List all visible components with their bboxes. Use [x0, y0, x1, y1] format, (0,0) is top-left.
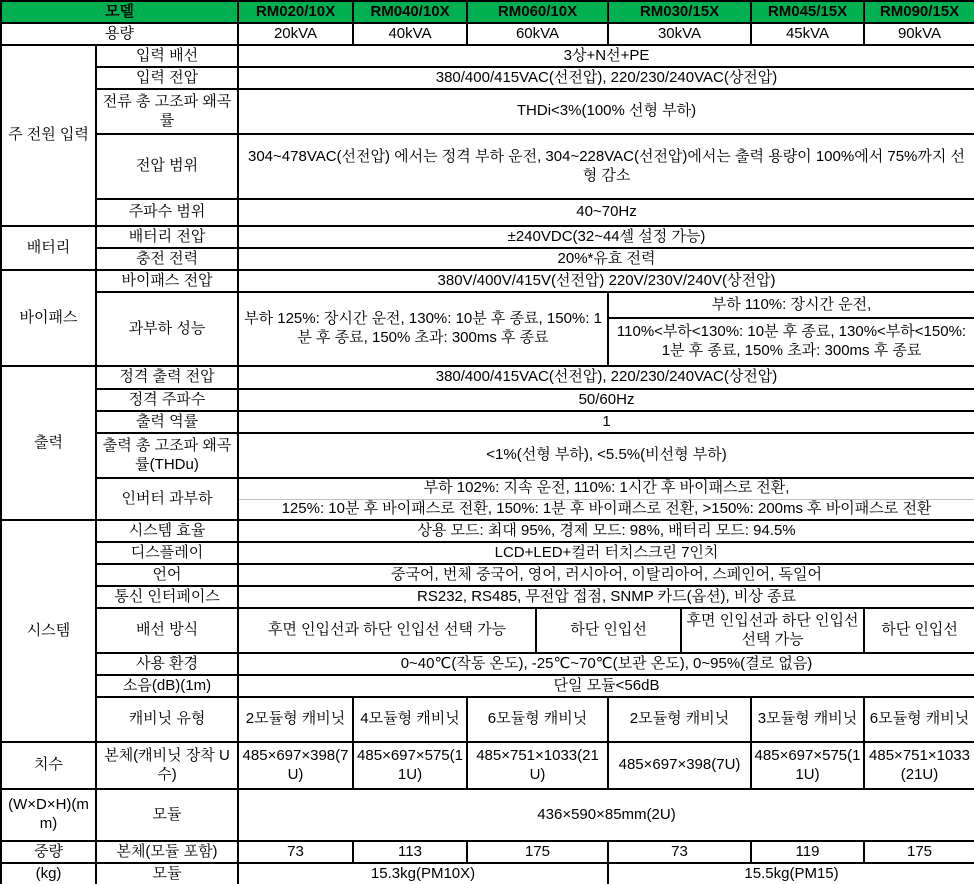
row-label: 출력 총 고조파 왜곡률(THDu) [96, 433, 238, 478]
efficiency-row [1, 520, 974, 542]
capacity-label: 용량 [1, 23, 238, 45]
capacity-value: 20kVA [238, 23, 353, 45]
dimension-cell: 485×751×1033(21U) [467, 742, 608, 789]
cabinet-cell: 6모듈형 캐비닛 [864, 697, 974, 742]
cabinet-row [1, 697, 974, 742]
wiring-cell: 후면 인입선과 하단 인입선 선택 가능 [681, 608, 864, 653]
row-label: 시스템 효율 [96, 520, 238, 542]
row-label: 모듈 [96, 789, 238, 841]
wiring-cell: 하단 인입선 [864, 608, 974, 653]
row-label: 배선 방식 [96, 608, 238, 653]
row-label: 소음(dB)(1m) [96, 675, 238, 697]
bypass-overload-row [1, 292, 974, 318]
rated-freq-row [1, 389, 974, 411]
row-value: 380/400/415VAC(선전압), 220/230/240VAC(상전압) [238, 366, 974, 389]
row-value: 중국어, 번체 중국어, 영어, 러시아어, 이탈리아어, 스페인어, 독일어 [238, 564, 974, 586]
capacity-value: 40kVA [353, 23, 467, 45]
model-header-label: 모델 [1, 1, 238, 23]
row-label: 언어 [96, 564, 238, 586]
section-label-weight: 중량 [1, 841, 96, 863]
row-value: 단일 모듈<56dB [238, 675, 974, 697]
row-label: 디스플레이 [96, 542, 238, 564]
model-header-row [1, 1, 974, 23]
section-label-weight-unit: (kg) [1, 863, 96, 884]
input-wiring-row [1, 45, 974, 67]
row-value: 40~70Hz [238, 199, 974, 226]
row-label: 주파수 범위 [96, 199, 238, 226]
row-label: 충전 전력 [96, 248, 238, 270]
row-label: 인버터 과부하 [96, 478, 238, 520]
wiring-cell: 후면 인입선과 하단 인입선 선택 가능 [238, 608, 536, 653]
capacity-row [1, 23, 974, 45]
row-value: LCD+LED+컬러 터치스크린 7인치 [238, 542, 974, 564]
row-value: 380V/400V/415V(선전압) 220V/230V/240V(상전압) [238, 270, 974, 292]
row-label: 전류 총 고조파 왜곡률 [96, 89, 238, 134]
section-label-dimensions-unit: (W×D×H)(mm) [1, 789, 96, 841]
inverter-overload-line2: 125%: 10분 후 바이패스로 전환, 150%: 1분 후 바이패스로 전환, >150%: 200ms 후 바이패스로 전환 [238, 499, 974, 520]
thdu-row [1, 433, 974, 478]
weight-cell: 73 [238, 841, 353, 863]
row-label: 입력 배선 [96, 45, 238, 67]
dimensions-body-row [1, 742, 974, 789]
row-value: 1 [238, 411, 974, 433]
row-label: 모듈 [96, 863, 238, 884]
weight-module-pm15: 15.5kg(PM15) [608, 863, 974, 884]
model-header-rm020: RM020/10X [238, 1, 353, 23]
dimension-cell: 485×697×575(11U) [751, 742, 864, 789]
row-label: 정격 주파수 [96, 389, 238, 411]
row-label: 통신 인터페이스 [96, 586, 238, 608]
row-value: <1%(선형 부하), <5.5%(비선형 부하) [238, 433, 974, 478]
voltage-range-row [1, 134, 974, 199]
weight-cell: 175 [864, 841, 974, 863]
row-label: 배터리 전압 [96, 226, 238, 248]
input-voltage-row [1, 67, 974, 89]
dimension-cell: 485×697×398(7U) [608, 742, 751, 789]
row-label: 정격 출력 전압 [96, 366, 238, 389]
cabinet-cell: 2모듈형 캐비닛 [238, 697, 353, 742]
cabinet-cell: 2모듈형 캐비닛 [608, 697, 751, 742]
wiring-cell: 하단 인입선 [536, 608, 681, 653]
weight-cell: 175 [467, 841, 608, 863]
dimension-cell: 485×697×575(11U) [353, 742, 467, 789]
section-label-battery: 배터리 [1, 226, 96, 270]
capacity-value: 60kVA [467, 23, 608, 45]
weight-cell: 113 [353, 841, 467, 863]
weight-cell: 73 [608, 841, 751, 863]
freq-range-row [1, 199, 974, 226]
section-label-dimensions: 치수 [1, 742, 96, 789]
row-label: 사용 환경 [96, 653, 238, 675]
noise-row [1, 675, 974, 697]
row-value: 304~478VAC(선전압) 에서는 정격 부하 운전, 304~228VAC(선전압)에서는 출력 용량이 100%에서 75%까지 선형 감소 [238, 134, 974, 199]
row-value: RS232, RS485, 무전압 접점, SNMP 카드(옵션), 비상 종료 [238, 586, 974, 608]
overload-right-top-cell: 부하 110%: 장시간 운전, [608, 292, 974, 318]
overload-left-cell: 부하 125%: 장시간 운전, 130%: 10분 후 종료, 150%: 1분 후 종료, 150% 초과: 300ms 후 종료 [238, 292, 608, 366]
bypass-voltage-row [1, 270, 974, 292]
row-label: 출력 역률 [96, 411, 238, 433]
section-label-bypass: 바이패스 [1, 270, 96, 366]
row-label: 입력 전압 [96, 67, 238, 89]
row-label: 과부하 성능 [96, 292, 238, 366]
model-header-rm060: RM060/10X [467, 1, 608, 23]
row-label: 본체(모듈 포함) [96, 841, 238, 863]
thdi-row [1, 89, 974, 134]
model-header-rm030: RM030/15X [608, 1, 751, 23]
section-label-system: 시스템 [1, 520, 96, 742]
weight-cell: 119 [751, 841, 864, 863]
row-value: ±240VDC(32~44셀 설정 가능) [238, 226, 974, 248]
capacity-value: 30kVA [608, 23, 751, 45]
weight-body-row [1, 841, 974, 863]
row-value: 상용 모드: 최대 95%, 경제 모드: 98%, 배터리 모드: 94.5% [238, 520, 974, 542]
weight-module-row [1, 863, 974, 884]
row-label: 본체(캐비닛 장착 U수) [96, 742, 238, 789]
environment-row [1, 653, 974, 675]
display-row [1, 542, 974, 564]
cabinet-cell: 3모듈형 캐비닛 [751, 697, 864, 742]
row-label: 전압 범위 [96, 134, 238, 199]
row-label: 바이패스 전압 [96, 270, 238, 292]
row-value: 50/60Hz [238, 389, 974, 411]
power-factor-row [1, 411, 974, 433]
battery-voltage-row [1, 226, 974, 248]
cabinet-cell: 6모듈형 캐비닛 [467, 697, 608, 742]
row-value: 3상+N선+PE [238, 45, 974, 67]
cabinet-cell: 4모듈형 캐비닛 [353, 697, 467, 742]
language-row [1, 564, 974, 586]
weight-module-pm10x: 15.3kg(PM10X) [238, 863, 608, 884]
capacity-value: 90kVA [864, 23, 974, 45]
dimension-cell: 485×751×1033(21U) [864, 742, 974, 789]
section-label-main-input: 주 전원 입력 [1, 45, 96, 226]
model-header-rm040: RM040/10X [353, 1, 467, 23]
overload-right-bottom-cell: 110%<부하<130%: 10분 후 종료, 130%<부하<150%: 1분 후 종료, 150% 초과: 300ms 후 종료 [608, 318, 974, 366]
section-label-output: 출력 [1, 366, 96, 520]
row-label: 캐비닛 유형 [96, 697, 238, 742]
wiring-row [1, 608, 974, 653]
comm-row [1, 586, 974, 608]
rated-voltage-row [1, 366, 974, 389]
capacity-value: 45kVA [751, 23, 864, 45]
row-value: 0~40℃(작동 온도), -25℃~70℃(보관 온도), 0~95%(결로 없음) [238, 653, 974, 675]
row-value: THDi<3%(100% 선형 부하) [238, 89, 974, 134]
model-header-rm090: RM090/15X [864, 1, 974, 23]
inverter-overload-row [1, 478, 974, 499]
row-value: 380/400/415VAC(선전압), 220/230/240VAC(상전압) [238, 67, 974, 89]
row-value: 20%*유효 전력 [238, 248, 974, 270]
row-value: 436×590×85mm(2U) [238, 789, 974, 841]
dimension-cell: 485×697×398(7U) [238, 742, 353, 789]
inverter-overload-line1: 부하 102%: 지속 운전, 110%: 1시간 후 바이패스로 전환, [238, 478, 974, 499]
dimensions-module-row [1, 789, 974, 841]
charge-power-row [1, 248, 974, 270]
model-header-rm045: RM045/15X [751, 1, 864, 23]
